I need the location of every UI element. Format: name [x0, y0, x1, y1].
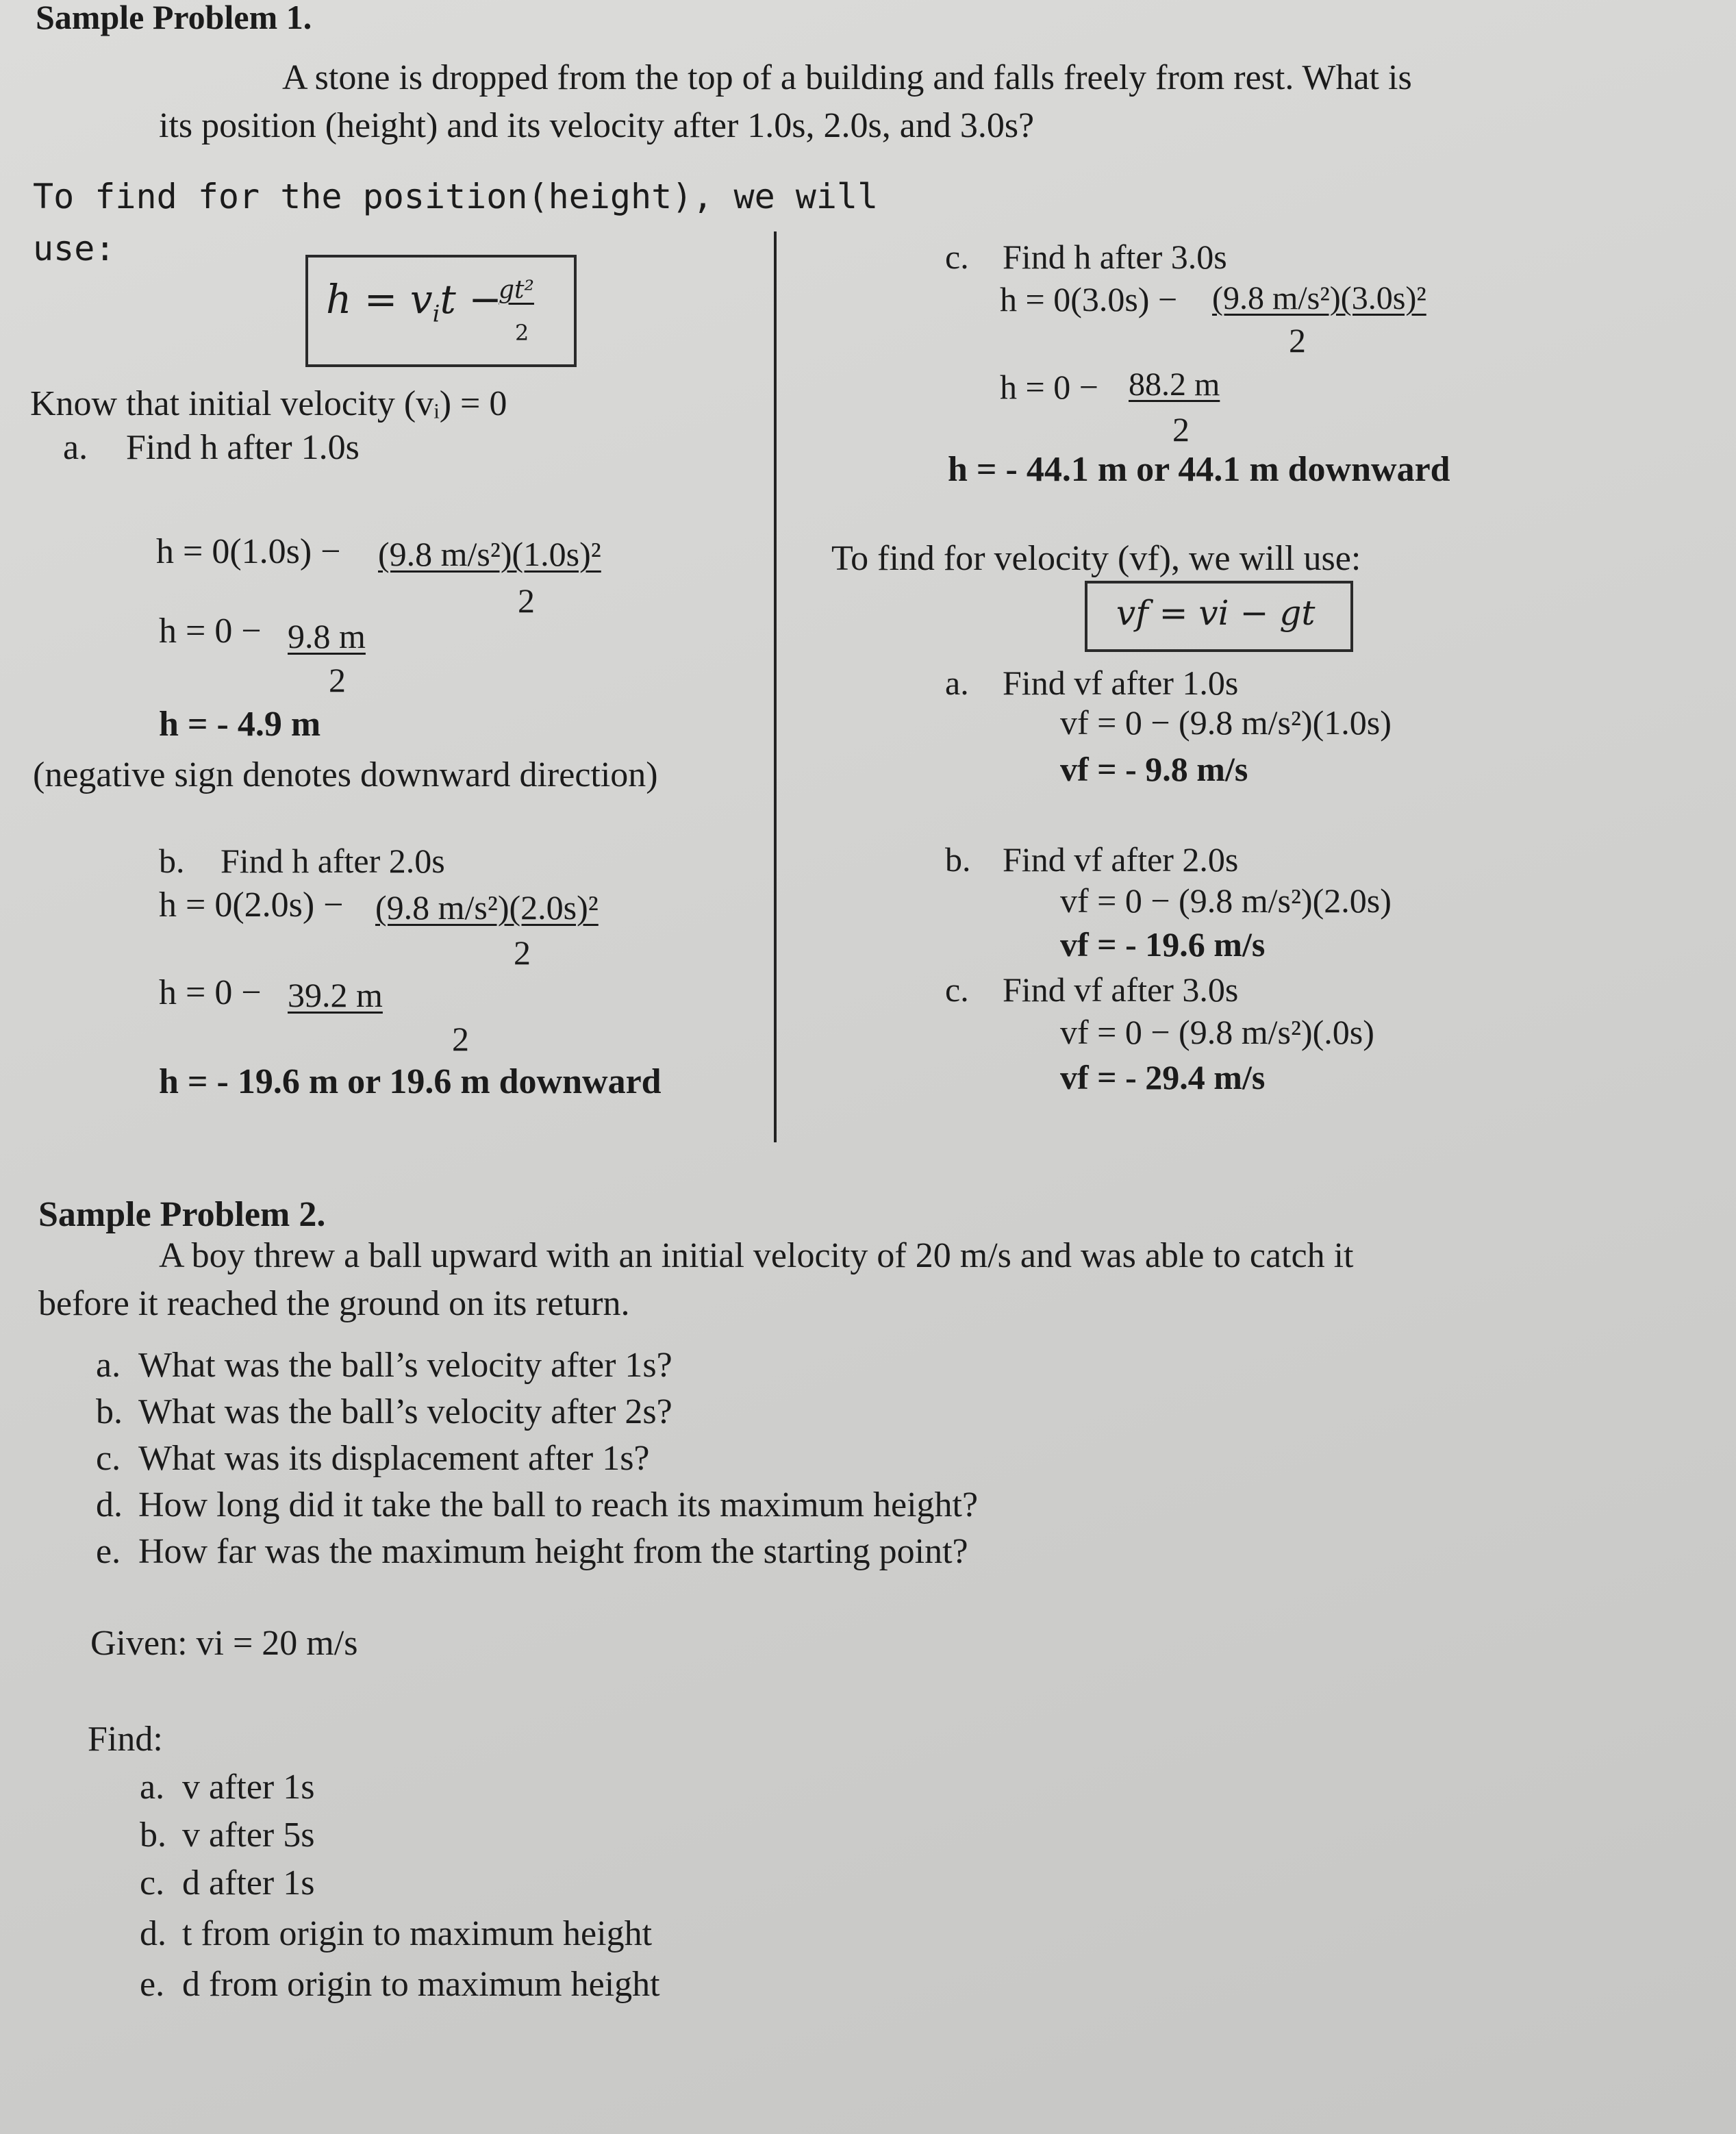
question-d — [96, 1487, 978, 1523]
position-formula-numerator: gt² — [499, 276, 534, 304]
right-vc-result: vf = - 29.4 m/s — [1060, 1058, 1266, 1096]
find-e-label: e. — [140, 1965, 165, 2004]
velocity-intro: To find for velocity (vf), we will use: — [831, 539, 1361, 578]
right-c-eq1-denominator: 2 — [1289, 321, 1306, 360]
position-formula-lhs: h = v — [326, 276, 433, 323]
question-a-label: a. — [96, 1346, 121, 1385]
right-va-heading: Find vf after 1.0s — [1003, 664, 1239, 702]
problem2-statement-line1: A boy threw a ball upward with an initial velocity of 20 m/s and was able to catch it — [159, 1236, 1354, 1275]
question-b — [96, 1394, 672, 1430]
right-vc-eq: vf = 0 − (9.8 m/s²)(.0s) — [1060, 1013, 1374, 1051]
question-e-label: e. — [96, 1532, 121, 1571]
right-vc-label: c. — [945, 970, 969, 1009]
given-line: Given: vi = 20 m/s — [90, 1624, 358, 1663]
question-b-text: What was the ball’s velocity after 2s? — [138, 1392, 672, 1431]
right-c-label: c. — [945, 238, 969, 276]
left-b-eq2-numerator: 39.2 m — [288, 976, 383, 1014]
left-a-heading: Find h after 1.0s — [126, 428, 360, 467]
left-b-eq2-denominator: 2 — [452, 1020, 469, 1058]
right-c-eq2-denominator: 2 — [1172, 410, 1190, 449]
left-b-eq2-left: h = 0 − — [159, 973, 262, 1012]
right-va-result: vf = - 9.8 m/s — [1060, 750, 1248, 788]
find-d — [140, 1916, 652, 1952]
right-c-result: h = - 44.1 m or 44.1 m downward — [948, 450, 1450, 489]
left-a-result: h = - 4.9 m — [159, 705, 321, 744]
left-b-eq1-numerator: (9.8 m/s²)(2.0s)² — [375, 888, 599, 927]
left-a-eq2-denominator: 2 — [329, 661, 346, 699]
left-a-label: a. — [63, 428, 88, 467]
initial-velocity-note: Know that initial velocity (vᵢ) = 0 — [30, 384, 507, 423]
left-b-label: b. — [159, 842, 185, 880]
left-a-eq1-denominator: 2 — [518, 581, 535, 620]
position-formula-mid: t − — [440, 276, 502, 323]
find-b — [140, 1818, 314, 1853]
problem2-title: Sample Problem 2. — [38, 1195, 326, 1234]
position-formula — [326, 276, 502, 328]
right-va-eq: vf = 0 − (9.8 m/s²)(1.0s) — [1060, 703, 1392, 742]
left-b-eq1-denominator: 2 — [514, 933, 531, 972]
find-title: Find: — [88, 1720, 163, 1759]
right-c-heading: Find h after 3.0s — [1003, 238, 1227, 276]
find-d-text: t from origin to maximum height — [182, 1914, 653, 1953]
question-c-text: What was its displacement after 1s? — [138, 1439, 650, 1478]
find-b-label: b. — [140, 1816, 166, 1855]
find-b-text: v after 5s — [182, 1816, 315, 1855]
right-vb-eq: vf = 0 − (9.8 m/s²)(2.0s) — [1060, 881, 1392, 920]
question-a-text: What was the ball’s velocity after 1s? — [138, 1346, 672, 1385]
problem1-title: Sample Problem 1. — [36, 0, 312, 36]
right-c-eq2-numerator: 88.2 m — [1129, 366, 1220, 403]
find-d-label: d. — [140, 1914, 166, 1953]
right-vb-heading: Find vf after 2.0s — [1003, 840, 1239, 879]
position-intro-line1: To find for the position(height), we will — [33, 177, 879, 216]
question-b-label: b. — [96, 1392, 123, 1431]
right-va-label: a. — [945, 664, 969, 702]
problem1-statement-line2: its position (height) and its velocity after 1.0s, 2.0s, and 3.0s? — [159, 106, 1035, 145]
right-vb-result: vf = - 19.6 m/s — [1060, 925, 1266, 964]
find-c-text: d after 1s — [182, 1863, 315, 1903]
position-intro-line2: use: — [33, 229, 116, 268]
find-c-label: c. — [140, 1863, 165, 1903]
right-c-eq1-left: h = 0(3.0s) − — [1000, 280, 1178, 318]
position-formula-denominator: 2 — [515, 320, 529, 346]
question-e — [96, 1534, 968, 1570]
left-b-heading: Find h after 2.0s — [221, 842, 445, 880]
question-e-text: How far was the maximum height from the starting point? — [138, 1532, 968, 1571]
left-b-eq1-left: h = 0(2.0s) − — [159, 886, 344, 925]
question-d-label: d. — [96, 1485, 123, 1524]
problem1-statement-line1: A stone is dropped from the top of a building and falls freely from rest. What is — [282, 58, 1412, 97]
right-vc-heading: Find vf after 3.0s — [1003, 970, 1239, 1009]
right-c-eq1-numerator: (9.8 m/s²)(3.0s)² — [1212, 280, 1426, 316]
find-c — [140, 1863, 315, 1903]
left-a-eq2-left: h = 0 − — [159, 612, 262, 651]
find-a-text: v after 1s — [182, 1768, 315, 1807]
left-a-note: (negative sign denotes downward direction) — [33, 755, 658, 794]
column-divider — [774, 231, 777, 1142]
velocity-formula: vf = vi − gt — [1116, 593, 1316, 633]
find-e-text: d from origin to maximum height — [182, 1965, 660, 2004]
question-a — [96, 1348, 672, 1383]
problem2-statement-line2: before it reached the ground on its return. — [38, 1284, 630, 1323]
right-c-eq2-left: h = 0 − — [1000, 368, 1098, 406]
find-e — [140, 1967, 660, 2003]
question-c-label: c. — [96, 1439, 121, 1478]
left-a-eq2-numerator: 9.8 m — [288, 617, 366, 655]
position-formula-sub: i — [432, 300, 440, 328]
right-vb-label: b. — [945, 840, 971, 879]
question-c — [96, 1441, 650, 1477]
left-b-result: h = - 19.6 m or 19.6 m downward — [159, 1062, 662, 1101]
find-a — [140, 1770, 314, 1805]
left-a-eq1-numerator: (9.8 m/s²)(1.0s)² — [378, 535, 601, 573]
question-d-text: How long did it take the ball to reach its maximum height? — [138, 1485, 979, 1524]
left-a-eq1-left: h = 0(1.0s) − — [156, 532, 341, 571]
find-a-label: a. — [140, 1768, 165, 1807]
